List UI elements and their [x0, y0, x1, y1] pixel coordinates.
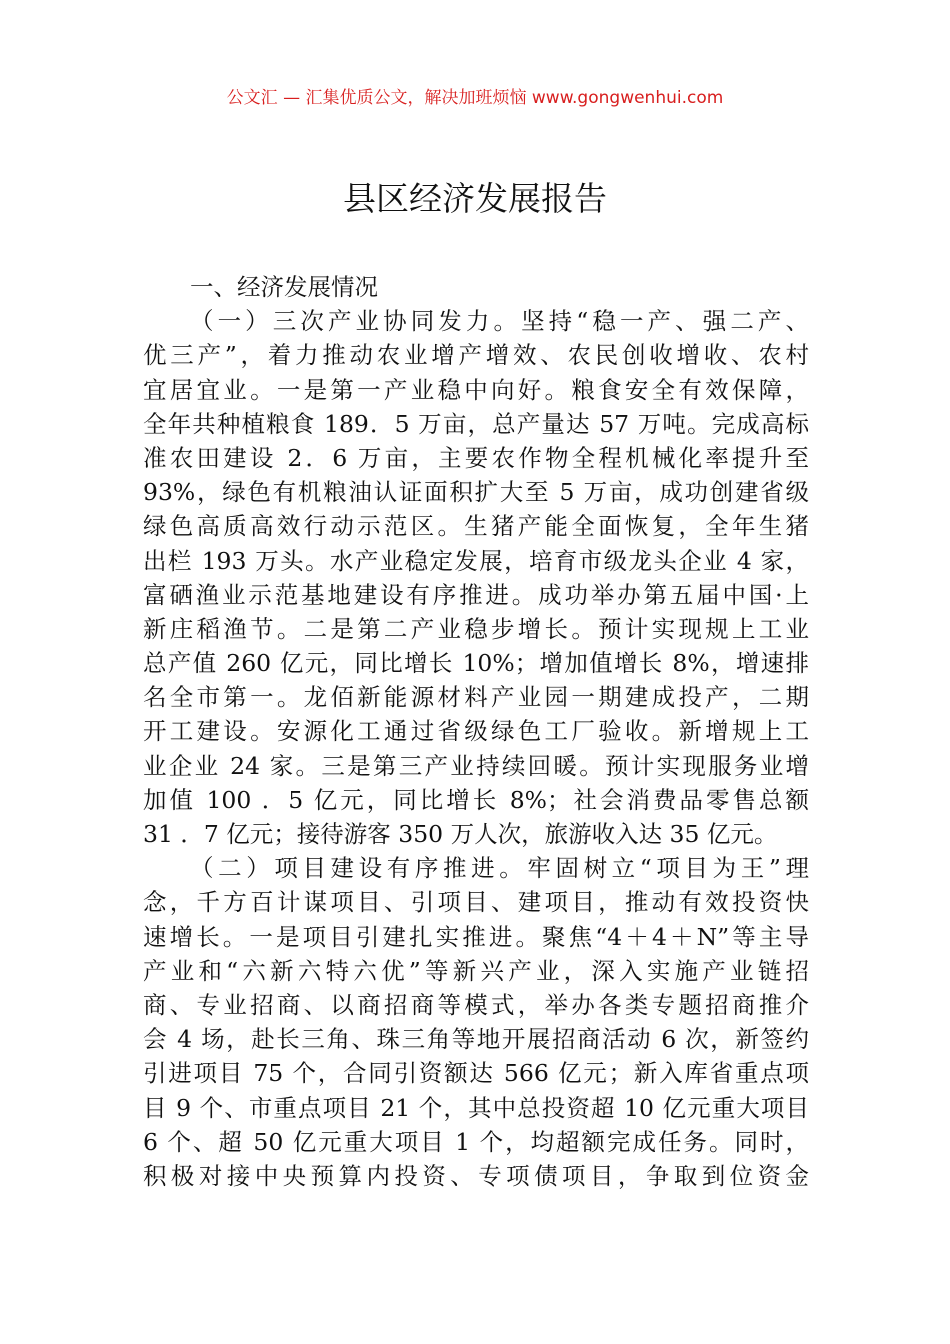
paragraph-line: 业企业 24 家。三是第三产业持续回暖。预计实现服务业增 — [143, 751, 809, 780]
paragraph-line: 6 个、超 50 亿元重大项目 1 个，均超额完成任务。同时， — [143, 1127, 809, 1156]
paragraph-line: （一）三次产业协同发力。坚持“稳一产、强二产、 — [190, 307, 809, 336]
paragraph-line: （二）项目建设有序推进。牢固树立“项目为王”理 — [190, 854, 809, 883]
paragraph-line: 产业和“六新六特六优”等新兴产业，深入实施产业链招 — [143, 956, 809, 985]
paragraph-line: 优三产”，着力推动农业增产增效、农民创收增收、农村 — [143, 341, 809, 370]
paragraph-line: 速增长。一是项目引建扎实推进。聚焦“4＋4＋N”等主导 — [143, 922, 809, 951]
paragraph-line: 念，千方百计谋项目、引项目、建项目，推动有效投资快 — [143, 888, 809, 917]
paragraph-line: 绿色高质高效行动示范区。生猪产能全面恢复，全年生猪 — [143, 512, 809, 541]
paragraph-line: 93%，绿色有机粮油认证面积扩大至 5 万亩，成功创建省级 — [143, 478, 809, 507]
paragraph-line: 目 9 个、市重点项目 21 个，其中总投资超 10 亿元重大项目 — [143, 1093, 809, 1122]
paragraph-line: 积极对接中央预算内投资、专项债项目，争取到位资金 — [143, 1161, 809, 1190]
paragraph-line: 商、专业招商、以商招商等模式，举办各类专题招商推介 — [143, 990, 809, 1019]
paragraph-line: 名全市第一。龙佰新能源材料产业园一期建成投产，二期 — [143, 683, 809, 712]
document-body — [143, 270, 809, 1193]
paragraph-line: 宜居宜业。一是第一产业稳中向好。粮食安全有效保障， — [143, 375, 809, 404]
paragraph-line: 准农田建设 2．6 万亩，主要农作物全程机械化率提升至 — [143, 443, 809, 472]
paragraph-line: 全年共种植粮食 189．5 万亩，总产量达 57 万吨。完成高标 — [143, 409, 809, 438]
paragraph-line: 新庄稻渔节。二是第二产业稳步增长。预计实现规上工业 — [143, 614, 809, 643]
header-banner[interactable]: 公文汇 — 汇集优质公文，解决加班烦恼 www.gongwenhui.com — [226, 88, 724, 108]
paragraph-line: 富硒渔业示范基地建设有序推进。成功举办第五届中国·上 — [143, 580, 809, 609]
paragraph-line: 出栏 193 万头。水产业稳定发展，培育市级龙头企业 4 家， — [143, 546, 809, 575]
section-heading: 一、经济发展情况 — [190, 273, 378, 301]
paragraph-line: 加值 100 ．5 亿元，同比增长 8%；社会消费品零售总额 — [143, 785, 809, 814]
paragraph-line: 开工建设。安源化工通过省级绿色工厂验收。新增规上工 — [143, 717, 809, 746]
paragraph-line: 会 4 场，赴长三角、珠三角等地开展招商活动 6 次，新签约 — [143, 1025, 809, 1054]
paragraph-line: 总产值 260 亿元，同比增长 10%；增加值增长 8%，增速排 — [143, 649, 809, 678]
document-title: 县区经济发展报告 — [343, 179, 607, 218]
paragraph-line: 31 ．7 亿元；接待游客 350 万人次，旅游收入达 35 亿元。 — [143, 820, 778, 848]
paragraph-line: 引进项目 75 个，合同引资额达 566 亿元；新入库省重点项 — [143, 1059, 809, 1088]
